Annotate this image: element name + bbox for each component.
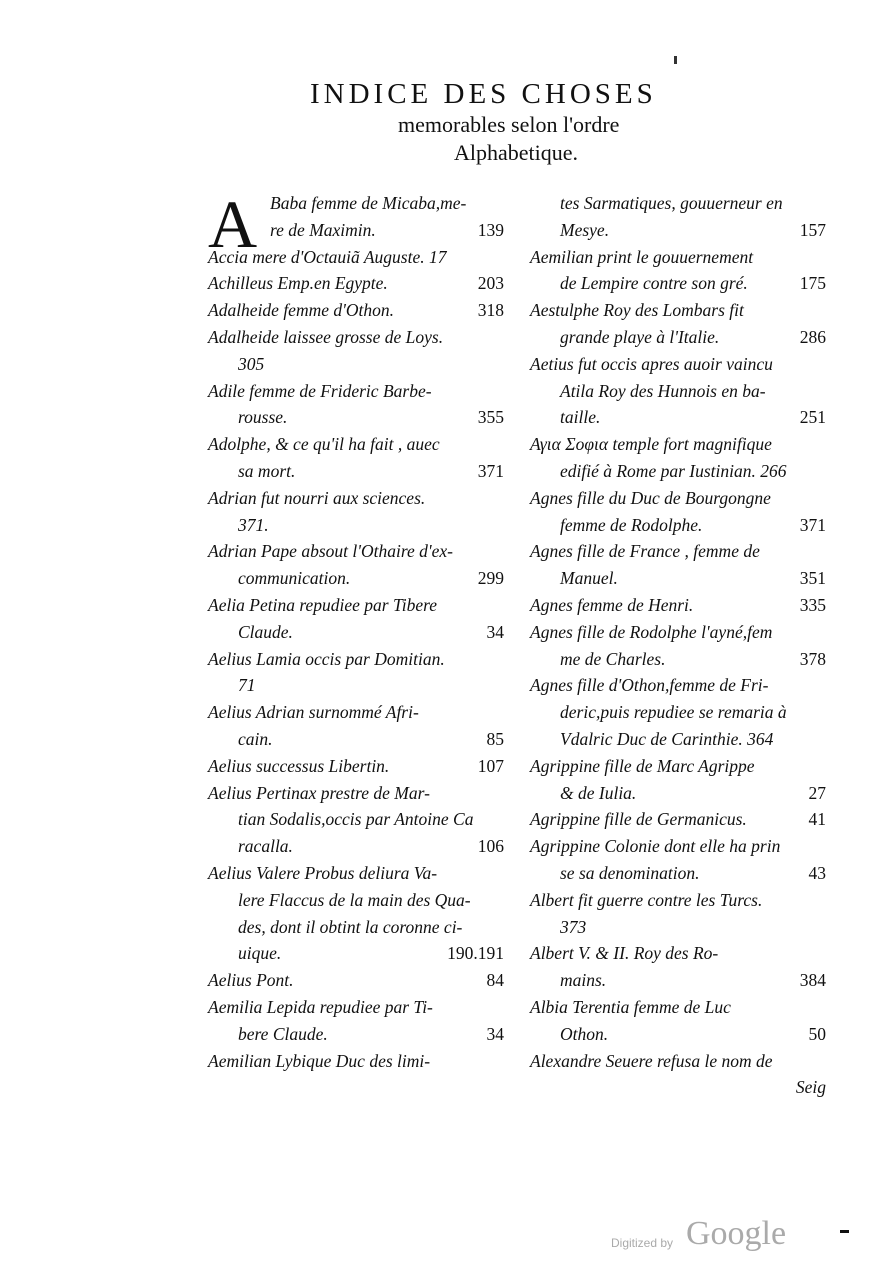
index-entry-text: me de Charles. [560, 648, 666, 669]
index-entry-text: Aetius fut occis apres auoir vaincu [530, 353, 773, 374]
index-entry-text: femme de Rodolphe. [560, 514, 703, 535]
index-entry-line [208, 1021, 508, 1048]
index-page-number: 299 [477, 568, 504, 589]
index-entry-text: Agnes fille d'Othon,femme de Fri- [530, 675, 769, 696]
index-entry-text: taille. [560, 407, 601, 428]
index-entry-text: Mesye. [560, 219, 610, 240]
index-entry-line [530, 217, 830, 244]
index-entry-line [208, 753, 508, 780]
margin-dash [840, 1230, 849, 1233]
index-entry-line [530, 753, 830, 780]
index-entry-line [530, 619, 830, 646]
index-column-left [208, 186, 508, 1074]
index-entry-line [208, 860, 508, 887]
index-entry-text: Aelia Petina repudiee par Tibere [208, 594, 438, 615]
index-entry-text: Atila Roy des Hunnois en ba- [560, 380, 766, 401]
index-entry-line [208, 244, 508, 271]
index-page-number: 27 [808, 782, 826, 803]
index-page-number: 351 [799, 568, 826, 589]
index-page-number: 286 [799, 326, 826, 347]
index-page-number: 43 [808, 862, 826, 883]
index-page-number: 355 [477, 407, 504, 428]
index-entry-text: Aestulphe Roy des Lombars fit [530, 300, 744, 321]
index-page-number: 203 [477, 273, 504, 294]
index-page-number: 34 [486, 1023, 504, 1044]
index-subtitle: memorables selon l'ordre [398, 112, 620, 137]
index-entry-line [208, 672, 508, 699]
index-entry-line [530, 190, 830, 217]
index-entry-text: Aelius Adrian surnommé Afri- [208, 702, 419, 723]
index-entry-text: & de Iulia. [560, 782, 637, 803]
index-entry-line [208, 887, 508, 914]
index-page-number: 371 [477, 460, 504, 481]
index-entry-text: communication. [238, 568, 351, 589]
index-entry-text: 373 [560, 916, 587, 937]
index-entry-text: Aelius Pertinax prestre de Mar- [208, 782, 430, 803]
index-page-number: 378 [799, 648, 826, 669]
index-entry-text: Accia mere d'Octauiã Auguste. 17 [208, 246, 447, 267]
index-entry-text: Adalheide laissee grosse de Loys. [208, 326, 444, 347]
index-entry-line [530, 404, 830, 431]
index-entry-line [208, 190, 508, 217]
index-entry-text: Aemilia Lepida repudiee par Ti- [208, 996, 433, 1017]
index-entry-line [530, 860, 830, 887]
index-entry-text: Manuel. [560, 568, 618, 589]
index-entry-line [530, 1048, 830, 1075]
index-entry-text: sa mort. [238, 460, 296, 481]
index-entry-text: uique. [238, 943, 282, 964]
index-entry-text: Aelius Valere Probus deliura Va- [208, 862, 438, 883]
index-entry-line [208, 512, 508, 539]
index-entry-text: lere Flaccus de la main des Qua- [238, 889, 471, 910]
index-entry-text: 371. [238, 514, 269, 535]
index-page-number: 107 [477, 755, 504, 776]
index-entry-line [530, 780, 830, 807]
index-entry-text: Aelius Lamia occis par Domitian. [208, 648, 445, 669]
index-entry-line [530, 538, 830, 565]
index-page-number: 371 [799, 514, 826, 535]
index-entry-text: Baba femme de Micaba,me- [270, 193, 467, 213]
index-entry-text: racalla. [238, 836, 293, 857]
index-entry-line [530, 512, 830, 539]
index-entry-text: Albert fit guerre contre les Turcs. [530, 889, 763, 910]
index-page-number: 41 [808, 809, 826, 830]
index-entry-line [530, 646, 830, 673]
index-entry-line [530, 458, 830, 485]
index-entry-text: Agrippine fille de Germanicus. [530, 809, 747, 830]
index-entry-line [530, 1021, 830, 1048]
index-entry-text: se sa denomination. [560, 862, 700, 883]
index-entry-text: Aelius Pont. [208, 970, 294, 991]
index-entry-text: Aemilian Lybique Duc des limi- [208, 1050, 431, 1071]
index-entry-line [208, 217, 508, 244]
index-entry-text: Agnes fille de Rodolphe l'ayné,fem [530, 621, 773, 642]
index-page-number: 50 [808, 1023, 826, 1044]
index-page-number: 251 [799, 407, 826, 428]
index-entry-text: Adalheide femme d'Othon. [208, 300, 394, 321]
watermark-prefix: Digitized by [611, 1236, 674, 1250]
index-entry-text: Adrian fut nourri aux sciences. [208, 487, 426, 508]
index-page-number: 139 [477, 219, 504, 240]
index-entry-line [208, 297, 508, 324]
index-page-number: 384 [799, 970, 826, 991]
index-page-number: 175 [799, 273, 826, 294]
index-entry-line [530, 244, 830, 271]
index-entry-line [208, 485, 508, 512]
index-entry-text: Agrippine fille de Marc Agrippe [530, 755, 755, 776]
index-entry-line [530, 806, 830, 833]
index-entry-line [530, 940, 830, 967]
index-entry-text: re de Maximin. [270, 219, 376, 240]
index-entry-line [208, 351, 508, 378]
index-entry-line [530, 592, 830, 619]
index-entry-text: deric,puis repudiee se remaria à [560, 702, 787, 723]
index-page-number: 318 [477, 300, 504, 321]
index-entry-line [530, 270, 830, 297]
index-page-number: 106 [477, 836, 504, 857]
index-entry-text: Aemilian print le gouuernement [530, 246, 754, 267]
index-entry-line [530, 431, 830, 458]
google-logo: Google [686, 1215, 787, 1252]
index-entry-text: 71 [238, 675, 256, 696]
index-entry-line [208, 780, 508, 807]
index-entry-text: Aelius successus Libertin. [208, 755, 390, 776]
index-entry-line [530, 351, 830, 378]
index-entry-line [208, 404, 508, 431]
index-title: INDICE DES CHOSES [310, 78, 657, 110]
index-entry-line [530, 324, 830, 351]
index-entry-text: grande playe à l'Italie. [560, 326, 720, 347]
index-entry-line [208, 994, 508, 1021]
index-entry-text: Othon. [560, 1023, 609, 1044]
index-entry-text: Agrippine Colonie dont elle ha prin [530, 836, 781, 857]
index-page-number: 34 [486, 621, 504, 642]
index-entry-text: Agnes femme de Henri. [530, 594, 694, 615]
index-entry-line [208, 538, 508, 565]
index-entry-text: Adolphe, & ce qu'il ha fait , auec [208, 434, 440, 455]
index-page-number: 85 [486, 728, 504, 749]
index-entry-text: Vdalric Duc de Carinthie. 364 [560, 728, 774, 749]
index-entry-text: tian Sodalis,occis par Antoine Ca [238, 809, 474, 830]
index-entry-text: tes Sarmatiques, gouuerneur en [560, 193, 783, 213]
index-entry-line [208, 833, 508, 860]
index-entry-line [208, 806, 508, 833]
index-page-number: 190.191 [447, 943, 504, 964]
index-entry-text: rousse. [238, 407, 288, 428]
digitized-by-google-watermark [611, 1215, 811, 1261]
index-entry-line [208, 619, 508, 646]
index-entry-line [208, 914, 508, 941]
index-entry-line [208, 324, 508, 351]
margin-mark [674, 56, 677, 64]
index-entry-text: 305 [238, 353, 265, 374]
index-entry-text: Claude. [238, 621, 293, 642]
index-entry-text: Seig [795, 1077, 826, 1098]
index-entry-line [208, 565, 508, 592]
index-entry-line [530, 378, 830, 405]
index-entry-line [208, 646, 508, 673]
index-entry-text: Achilleus Emp.en Egypte. [208, 273, 388, 294]
drop-cap-letter: A [208, 186, 258, 262]
index-entry-text: des, dont il obtint la coronne ci- [238, 916, 463, 937]
index-entry-text: de Lempire contre son gré. [560, 273, 748, 294]
index-entry-text: Albia Terentia femme de Luc [530, 996, 731, 1017]
index-entry-line [530, 833, 830, 860]
index-entry-line [208, 458, 508, 485]
index-entry-line [208, 270, 508, 297]
index-entry-line [530, 1074, 830, 1101]
index-entry-text: Alexandre Seuere refusa le nom de [530, 1050, 773, 1071]
index-entry-line [530, 565, 830, 592]
index-entry-line [530, 672, 830, 699]
index-entry-text: mains. [560, 970, 607, 991]
index-entry-line [208, 967, 508, 994]
index-entry-line [208, 726, 508, 753]
index-entry-text: edifié à Rome par Iustinian. 266 [560, 460, 787, 481]
index-entry-line [208, 1048, 508, 1075]
index-entry-text: Αγια Σοφια temple fort magnifique [530, 434, 772, 455]
index-entry-line [208, 592, 508, 619]
index-entry-line [530, 914, 830, 941]
index-page-number: 335 [799, 594, 826, 615]
index-entry-text: bere Claude. [238, 1023, 328, 1044]
index-entry-text: cain. [238, 728, 273, 749]
index-column-right [530, 190, 830, 1101]
index-subtitle-2: Alphabetique. [454, 140, 579, 165]
index-entry-line [208, 940, 508, 967]
index-entry-line [530, 485, 830, 512]
index-entry-line [530, 967, 830, 994]
index-entry-line [530, 297, 830, 324]
index-entry-text: Albert V. & II. Roy des Ro- [530, 943, 719, 964]
index-entry-line [530, 726, 830, 753]
index-entry-line [208, 699, 508, 726]
index-entry-line [530, 887, 830, 914]
index-page-number: 84 [486, 970, 504, 991]
index-entry-line [208, 378, 508, 405]
index-entry-text: Agnes fille du Duc de Bourgongne [530, 487, 771, 508]
index-entry-line [530, 994, 830, 1021]
index-entry-text: Adrian Pape absout l'Othaire d'ex- [208, 541, 453, 562]
index-entry-line [530, 699, 830, 726]
index-entry-text: Agnes fille de France , femme de [530, 541, 760, 562]
index-entry-text: Adile femme de Frideric Barbe- [208, 380, 432, 401]
index-entry-line [208, 431, 508, 458]
index-page-number: 157 [799, 219, 826, 240]
